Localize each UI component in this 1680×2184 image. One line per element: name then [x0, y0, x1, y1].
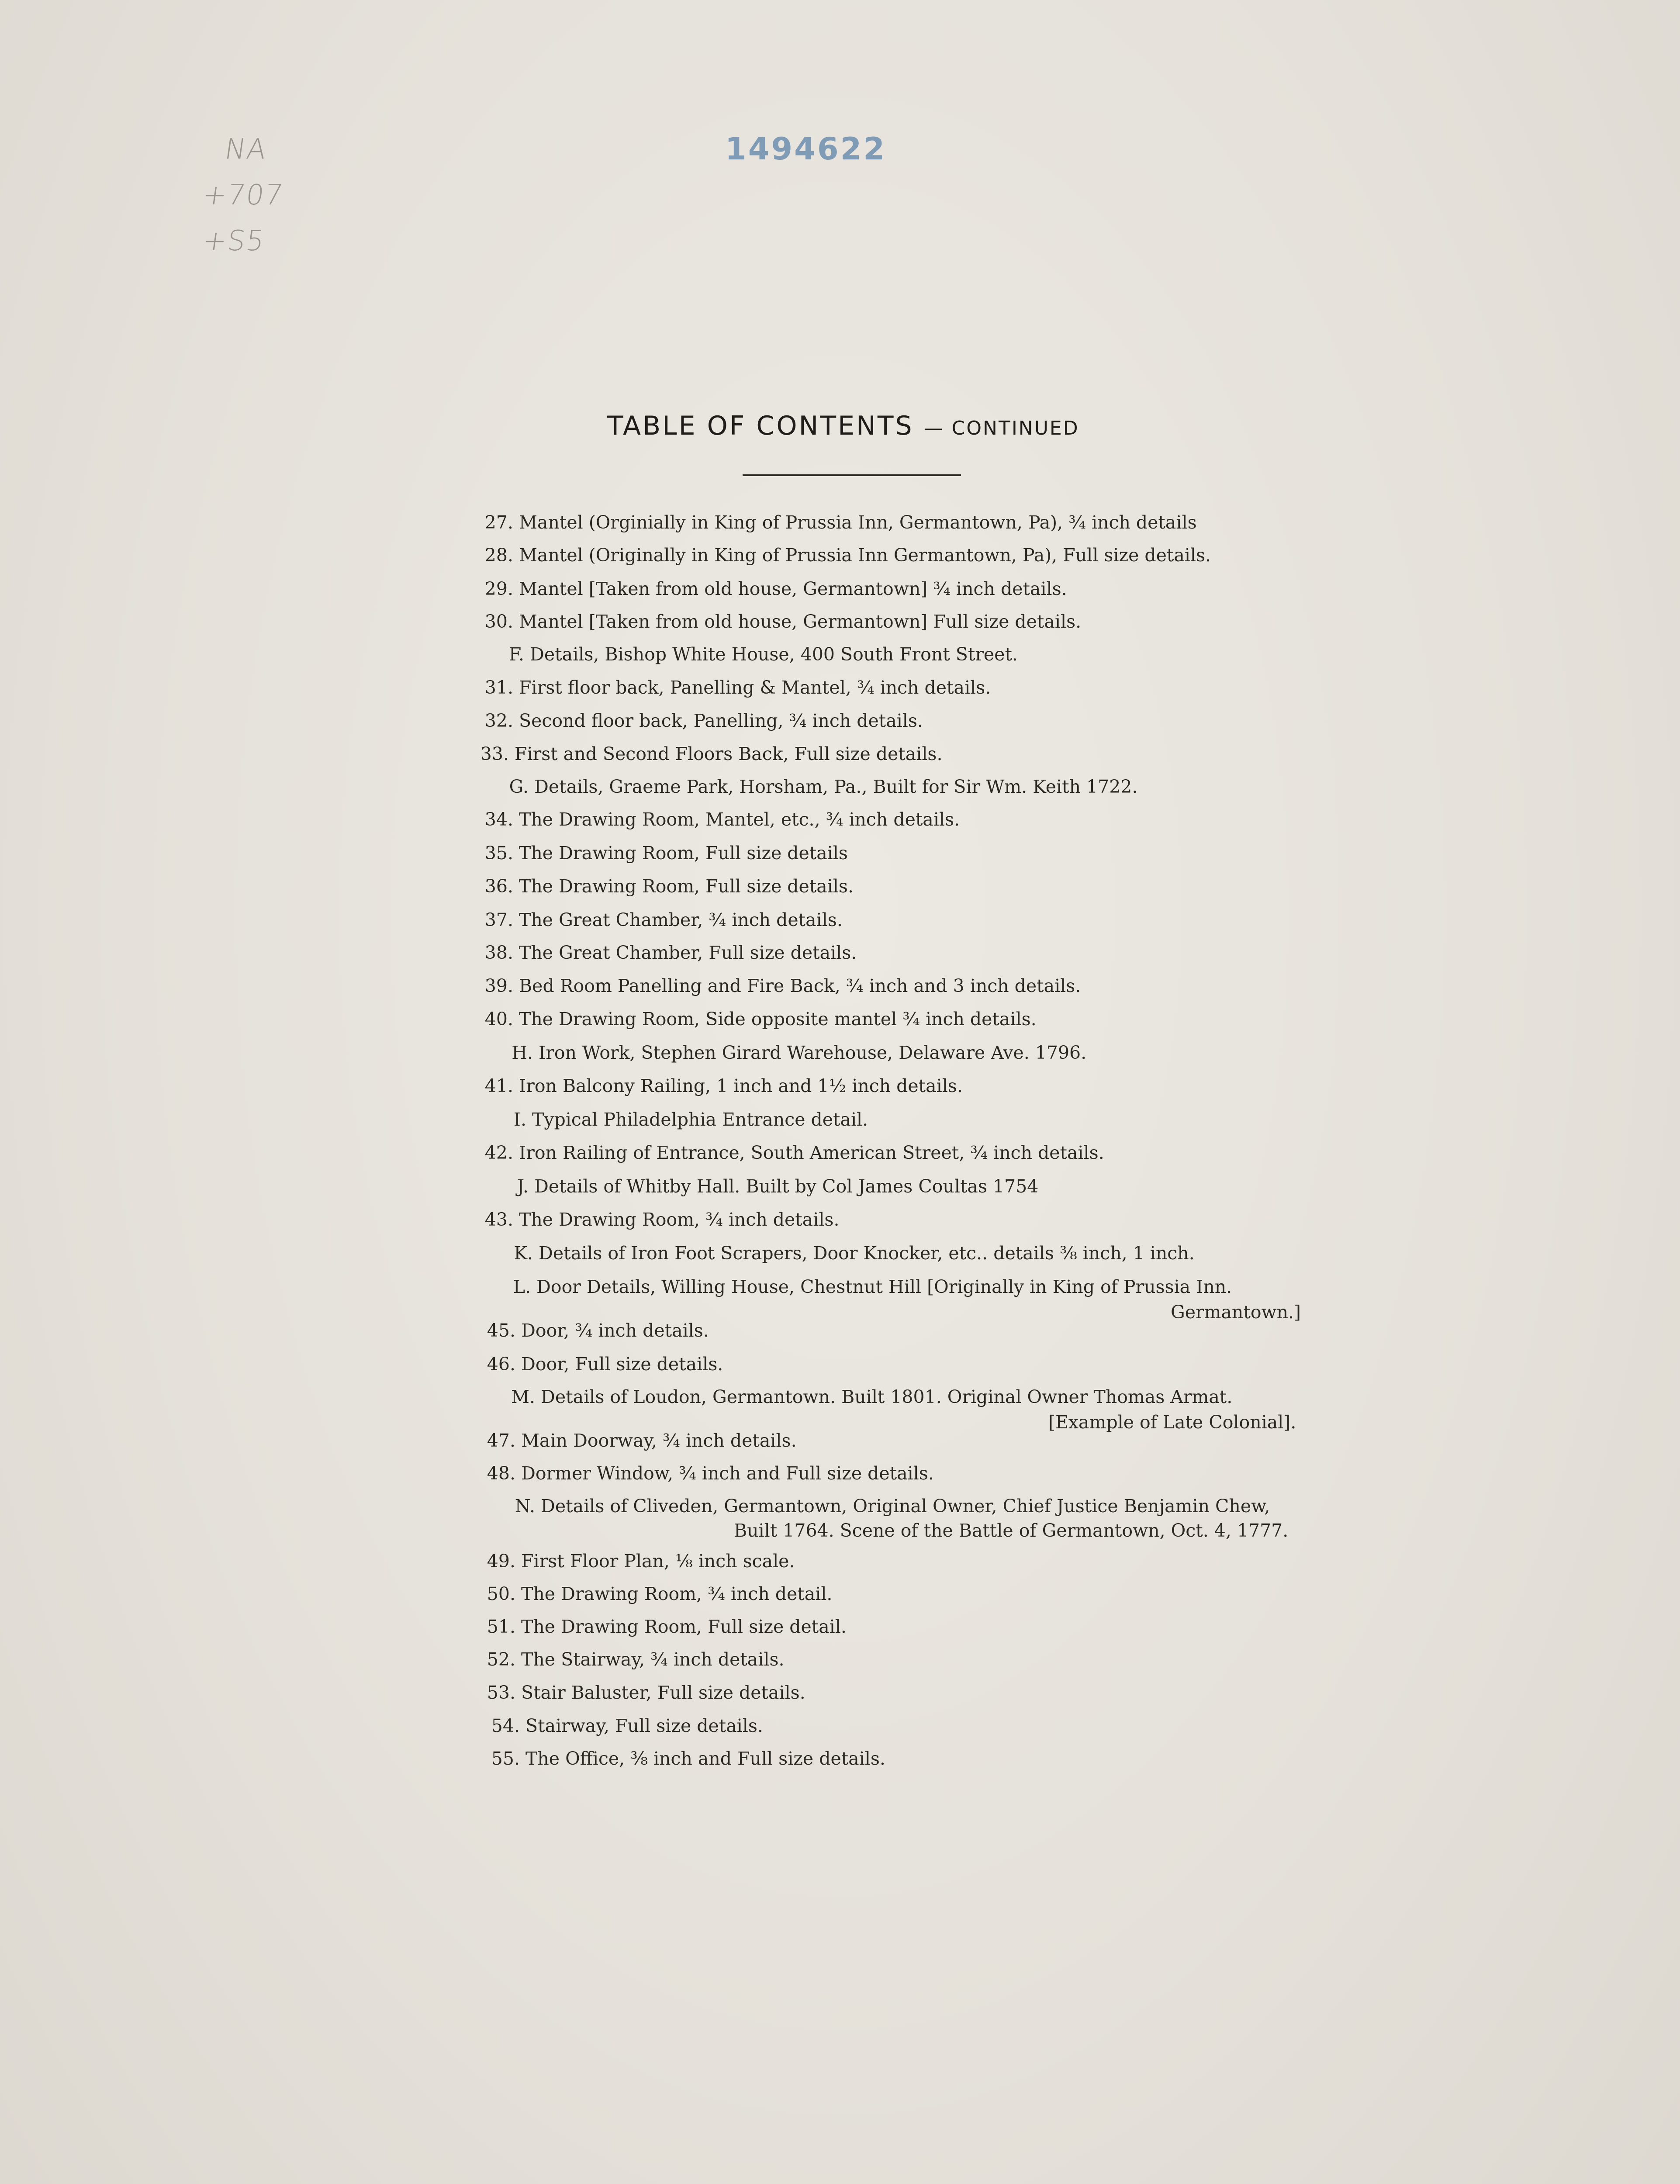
toc-entry [476, 1429, 797, 1452]
toc-entry [470, 743, 943, 765]
entry-number: J. [517, 1176, 529, 1197]
entry-text: The Great Chamber, ¾ inch details. [519, 909, 843, 930]
toc-entry [474, 1075, 963, 1097]
toc-entry [476, 1319, 709, 1342]
entry-number: G. [509, 776, 529, 797]
toc-entry [476, 1583, 832, 1605]
entry-number: 39. [484, 975, 513, 996]
entry-number: F. [508, 644, 524, 665]
entry-number: K. [514, 1243, 533, 1264]
entry-number: 40. [484, 1009, 513, 1030]
entry-number: 45. [487, 1320, 515, 1341]
pencil-call-number [199, 127, 286, 264]
toc-entry [489, 775, 1137, 798]
entry-number: 36. [484, 876, 513, 897]
title-divider [743, 474, 961, 476]
entry-number: N. [515, 1496, 535, 1517]
title-text: TABLE OF CONTENTS [607, 411, 914, 441]
entry-number: 29. [484, 578, 513, 599]
entry-number: 41. [484, 1075, 513, 1096]
toc-entry [474, 1008, 1037, 1030]
entry-text: Details, Graeme Park, Horsham, Pa., Built for Sir Wm. Keith 1722. [534, 776, 1138, 797]
entry-text: Iron Work, Stephen Girard Warehouse, Delaware Ave. 1796. [539, 1042, 1087, 1063]
toc-entry [474, 676, 991, 699]
toc-entry [485, 643, 1018, 666]
toc-entry [474, 1141, 1104, 1164]
call-number-line: +707 [200, 179, 286, 211]
toc-entry [474, 975, 1081, 997]
entry-number: 47. [487, 1430, 515, 1451]
entry-text: The Stairway, ¾ inch details. [521, 1649, 785, 1670]
entry-text: First Floor Plan, ⅛ inch scale. [521, 1551, 795, 1572]
toc-entry [476, 1615, 847, 1638]
entry-number: 27. [484, 512, 513, 533]
entry-text: Details, Bishop White House, 400 South Front Street. [530, 644, 1018, 665]
toc-entry-continuation: Built 1764. Scene of the Battle of Germantown, Oct. 4, 1777. [734, 1520, 1289, 1541]
toc-entry [474, 544, 1211, 567]
toc-entry [476, 1681, 805, 1704]
toc-entry [474, 709, 923, 732]
toc-entry [474, 875, 854, 898]
toc-entry [474, 909, 843, 931]
entry-text: Door Details, Willing House, Chestnut Hill [Originally in King of Prussia Inn. [536, 1276, 1232, 1297]
toc-entry [476, 1353, 723, 1375]
toc-entry [494, 1242, 1195, 1265]
toc-entry [474, 808, 960, 831]
entry-text: First floor back, Panelling & Mantel, ¾ inch details. [519, 677, 991, 698]
entry-number: 38. [484, 942, 513, 963]
entry-number: L. [513, 1276, 531, 1297]
toc-entry [496, 1495, 1270, 1517]
toc-entry [474, 941, 857, 964]
entry-text: Details of Iron Foot Scrapers, Door Knocker, etc.. details ⅜ inch, 1 inch. [539, 1243, 1195, 1264]
accession-stamp: 1494622 [725, 131, 886, 167]
entry-text: The Great Chamber, Full size details. [519, 942, 857, 963]
entry-text: The Drawing Room, Full size details [519, 843, 848, 864]
entry-text: Iron Balcony Railing, 1 inch and 1½ inch details. [519, 1075, 963, 1096]
entry-text: The Drawing Room, ¾ inch details. [519, 1209, 840, 1230]
toc-entry [474, 511, 1197, 534]
entry-text: Mantel (Originally in King of Prussia Inn Germantown, Pa), Full size details. [519, 545, 1211, 566]
entry-text: Mantel [Taken from old house, Germantown] Full size details. [519, 611, 1082, 632]
entry-text: Bed Room Panelling and Fire Back, ¾ inch and 3 inch details. [519, 975, 1081, 996]
entry-number: I. [513, 1109, 526, 1130]
entry-text: Dormer Window, ¾ inch and Full size details. [521, 1463, 934, 1484]
toc-entry [474, 842, 848, 864]
entry-text: Details of Cliveden, Germantown, Original Owner, Chief Justice Benjamin Chew, [541, 1496, 1270, 1517]
entry-number: 53. [487, 1682, 515, 1703]
page-title [607, 411, 1079, 441]
toc-entry-continuation: [Example of Late Colonial]. [1048, 1412, 1296, 1433]
toc-entry [491, 1275, 1232, 1298]
entry-number: 55. [491, 1748, 520, 1769]
entry-number: 48. [487, 1463, 515, 1484]
entry-text: Iron Railing of Entrance, South American Street, ¾ inch details. [519, 1142, 1104, 1163]
entry-number: 49. [487, 1551, 515, 1572]
toc-entry [496, 1386, 1232, 1408]
entry-text: Door, ¾ inch details. [521, 1320, 709, 1341]
entry-number: 43. [484, 1209, 513, 1230]
entry-number: 33. [480, 743, 509, 764]
entry-text: First and Second Floors Back, Full size details. [515, 743, 943, 764]
entry-text: Second floor back, Panelling, ¾ inch details. [519, 710, 923, 731]
toc-entry [476, 1648, 785, 1671]
entry-number: M. [511, 1386, 535, 1407]
entry-number: 52. [487, 1649, 515, 1670]
entry-number: 34. [484, 809, 513, 830]
entry-number: 37. [484, 909, 513, 930]
entry-text: Stairway, Full size details. [525, 1715, 763, 1736]
toc-entry [474, 610, 1081, 633]
entry-number: 54. [491, 1715, 520, 1736]
entry-text: Details of Whitby Hall. Built by Col James Coultas 1754 [534, 1176, 1039, 1197]
entry-text: Mantel (Orginially in King of Prussia Inn, Germantown, Pa), ¾ inch details [519, 512, 1197, 533]
entry-number: 42. [484, 1142, 513, 1163]
entry-text: Door, Full size details. [521, 1354, 723, 1375]
entry-text: The Drawing Room, Side opposite mantel ¾ inch details. [519, 1009, 1037, 1030]
entry-number: 50. [487, 1583, 515, 1604]
entry-number: 32. [484, 710, 513, 731]
entry-number: 46. [487, 1354, 515, 1375]
entry-text: The Drawing Room, ¾ inch detail. [521, 1583, 833, 1604]
title-subtitle: — CONTINUED [923, 417, 1079, 439]
entry-number: 51. [487, 1616, 515, 1637]
entry-text: The Office, ⅜ inch and Full size details. [525, 1748, 885, 1769]
entry-number: 31. [484, 677, 513, 698]
entry-text: The Drawing Room, Full size details. [519, 876, 854, 897]
entry-text: Details of Loudon, Germantown. Built 1801. Original Owner Thomas Armat. [541, 1386, 1233, 1407]
toc-entry [474, 577, 1067, 600]
entry-number: 28. [484, 545, 513, 566]
entry-number: 30. [484, 611, 513, 632]
toc-entry [489, 1175, 1038, 1198]
toc-entry [476, 1550, 795, 1572]
entry-text: The Drawing Room, Mantel, etc., ¾ inch details. [519, 809, 960, 830]
toc-entry [474, 1208, 840, 1231]
toc-entry-continuation: Germantown.] [1171, 1302, 1301, 1323]
entry-text: The Drawing Room, Full size detail. [521, 1616, 847, 1637]
toc-entry [491, 1108, 868, 1131]
toc-entry [480, 1714, 763, 1737]
toc-entry [476, 1462, 934, 1485]
entry-text: Typical Philadelphia Entrance detail. [532, 1109, 868, 1130]
call-number-line: +S5 [200, 225, 267, 257]
entry-number: H. [512, 1042, 533, 1063]
entry-text: Stair Baluster, Full size details. [521, 1682, 805, 1703]
toc-entry [480, 1747, 885, 1770]
entry-text: Main Doorway, ¾ inch details. [521, 1430, 797, 1451]
entry-text: Mantel [Taken from old house, Germantown] ¾ inch details. [519, 578, 1067, 599]
toc-entry [494, 1041, 1086, 1064]
entry-number: 35. [484, 843, 513, 864]
call-number-line: NA [222, 133, 269, 166]
